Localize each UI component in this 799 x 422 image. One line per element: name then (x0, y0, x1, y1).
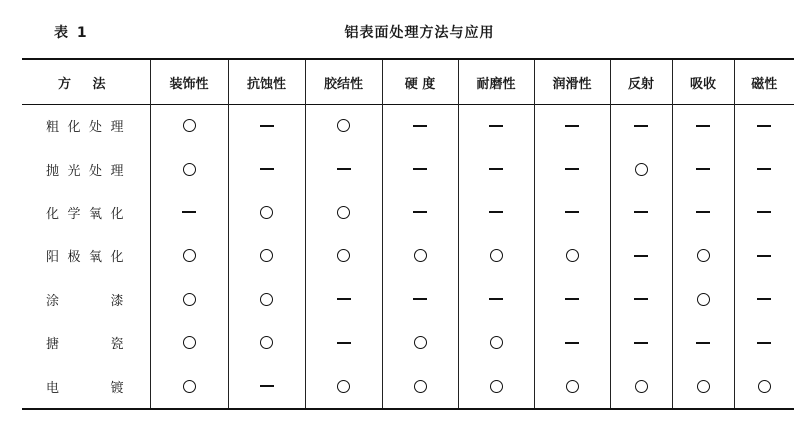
applicable-circle-icon (260, 336, 273, 349)
method-char: 涂 (46, 293, 60, 309)
method-cell (22, 278, 150, 321)
bottom-rule (22, 408, 794, 410)
property-cell (672, 321, 734, 364)
column-header-absorption: 吸收 (672, 60, 734, 104)
property-cell (150, 104, 228, 147)
applicable-circle-icon (635, 163, 648, 176)
method-char: 理 (110, 120, 124, 136)
not-applicable-dash-icon (565, 125, 579, 127)
method-char: 粗 (46, 120, 60, 136)
applicable-circle-icon (490, 336, 503, 349)
method-char: 理 (110, 163, 124, 179)
property-cell (458, 104, 534, 147)
property-cell (610, 278, 672, 321)
method-cell (22, 234, 150, 277)
header-row (22, 60, 794, 104)
table-title: 铝表面处理方法与应用 (344, 25, 495, 41)
property-cell (610, 191, 672, 234)
applicable-circle-icon (183, 336, 196, 349)
not-applicable-dash-icon (757, 342, 771, 344)
not-applicable-dash-icon (696, 168, 710, 170)
not-applicable-dash-icon (413, 211, 427, 213)
column-header-hardness: 硬 度 (382, 60, 458, 104)
method-char: 化 (110, 250, 124, 266)
method-char: 漆 (110, 293, 124, 309)
applicable-circle-icon (337, 119, 350, 132)
method-char: 抛 (46, 163, 60, 179)
method-char: 氧 (88, 250, 102, 266)
table-row (22, 147, 794, 190)
not-applicable-dash-icon (489, 168, 503, 170)
applicable-circle-icon (414, 380, 427, 393)
not-applicable-dash-icon (696, 211, 710, 213)
applicable-circle-icon (414, 249, 427, 262)
applicable-circle-icon (635, 380, 648, 393)
method-char: 镀 (110, 380, 124, 396)
property-cell (305, 191, 382, 234)
applicable-circle-icon (260, 206, 273, 219)
method-char: 瓷 (110, 337, 124, 353)
not-applicable-dash-icon (182, 211, 196, 213)
property-cell (610, 147, 672, 190)
applicable-circle-icon (697, 249, 710, 262)
applicable-circle-icon (697, 293, 710, 306)
applicable-circle-icon (566, 249, 579, 262)
property-cell (458, 278, 534, 321)
property-cell (382, 278, 458, 321)
property-cell (458, 191, 534, 234)
property-cell (305, 147, 382, 190)
not-applicable-dash-icon (260, 125, 274, 127)
property-cell (734, 234, 794, 277)
property-cell (534, 321, 610, 364)
property-cell (458, 147, 534, 190)
method-char: 极 (67, 250, 81, 266)
property-cell (382, 147, 458, 190)
not-applicable-dash-icon (565, 211, 579, 213)
not-applicable-dash-icon (260, 168, 274, 170)
not-applicable-dash-icon (489, 125, 503, 127)
method-char: 阳 (46, 250, 60, 266)
method-header (22, 60, 150, 104)
method-char: 搪 (46, 337, 60, 353)
applicable-circle-icon (490, 249, 503, 262)
property-cell (228, 104, 305, 147)
property-cell (228, 191, 305, 234)
method-char: 学 (67, 206, 81, 222)
property-cell (228, 278, 305, 321)
not-applicable-dash-icon (489, 298, 503, 300)
not-applicable-dash-icon (757, 125, 771, 127)
property-cell (734, 191, 794, 234)
property-cell (734, 147, 794, 190)
not-applicable-dash-icon (489, 211, 503, 213)
not-applicable-dash-icon (565, 342, 579, 344)
property-cell (534, 234, 610, 277)
method-cell (22, 364, 150, 407)
column-header-bonding: 胶结性 (305, 60, 382, 104)
property-cell (734, 104, 794, 147)
property-cell (150, 321, 228, 364)
not-applicable-dash-icon (696, 342, 710, 344)
method-char: 化 (46, 206, 60, 222)
method-char: 光 (67, 163, 81, 179)
property-cell (228, 364, 305, 407)
applicable-circle-icon (183, 380, 196, 393)
not-applicable-dash-icon (565, 168, 579, 170)
property-cell (382, 321, 458, 364)
property-cell (382, 364, 458, 407)
column-header-reflection: 反射 (610, 60, 672, 104)
applicable-circle-icon (183, 163, 196, 176)
applicable-circle-icon (337, 380, 350, 393)
column-header-decorative: 装饰性 (150, 60, 228, 104)
method-header-char: 方 (58, 76, 72, 92)
property-cell (150, 278, 228, 321)
property-cell (534, 364, 610, 407)
property-cell (150, 234, 228, 277)
method-char: 电 (46, 380, 60, 396)
not-applicable-dash-icon (634, 125, 648, 127)
not-applicable-dash-icon (565, 298, 579, 300)
property-cell (734, 321, 794, 364)
not-applicable-dash-icon (634, 298, 648, 300)
property-cell (305, 234, 382, 277)
table-row (22, 104, 794, 147)
property-cell (228, 321, 305, 364)
not-applicable-dash-icon (413, 168, 427, 170)
method-char: 化 (110, 206, 124, 222)
not-applicable-dash-icon (260, 385, 274, 387)
property-cell (672, 191, 734, 234)
table-row (22, 191, 794, 234)
applicable-circle-icon (183, 293, 196, 306)
applicable-circle-icon (490, 380, 503, 393)
property-cell (610, 104, 672, 147)
property-cell (228, 147, 305, 190)
table-row (22, 321, 794, 364)
property-cell (672, 104, 734, 147)
column-header-magnetic: 磁性 (734, 60, 794, 104)
applicable-circle-icon (337, 249, 350, 262)
property-cell (534, 104, 610, 147)
property-cell (672, 147, 734, 190)
property-cell (610, 321, 672, 364)
property-cell (382, 104, 458, 147)
property-cell (150, 364, 228, 407)
property-cell (382, 234, 458, 277)
column-header-lubricity: 润滑性 (534, 60, 610, 104)
not-applicable-dash-icon (757, 298, 771, 300)
not-applicable-dash-icon (634, 255, 648, 257)
applicable-circle-icon (337, 206, 350, 219)
property-cell (305, 321, 382, 364)
not-applicable-dash-icon (337, 168, 351, 170)
not-applicable-dash-icon (757, 255, 771, 257)
method-cell (22, 191, 150, 234)
not-applicable-dash-icon (696, 125, 710, 127)
property-cell (228, 234, 305, 277)
method-header-char: 法 (92, 76, 106, 92)
treatment-table (22, 60, 794, 408)
property-cell (305, 104, 382, 147)
property-cell (672, 364, 734, 407)
table-row (22, 364, 794, 407)
not-applicable-dash-icon (757, 211, 771, 213)
method-cell (22, 104, 150, 147)
property-cell (672, 234, 734, 277)
method-char: 处 (88, 163, 102, 179)
not-applicable-dash-icon (337, 298, 351, 300)
property-cell (534, 191, 610, 234)
not-applicable-dash-icon (757, 168, 771, 170)
table-label: 表 1 (54, 25, 89, 41)
property-cell (458, 364, 534, 407)
table-row (22, 234, 794, 277)
applicable-circle-icon (183, 119, 196, 132)
method-cell (22, 147, 150, 190)
method-char: 化 (67, 120, 81, 136)
applicable-circle-icon (566, 380, 579, 393)
method-char: 处 (88, 120, 102, 136)
column-header-corrosion: 抗蚀性 (228, 60, 305, 104)
applicable-circle-icon (260, 293, 273, 306)
property-cell (150, 147, 228, 190)
not-applicable-dash-icon (634, 211, 648, 213)
property-cell (458, 234, 534, 277)
property-cell (534, 278, 610, 321)
method-char: 氧 (88, 206, 102, 222)
property-cell (734, 278, 794, 321)
not-applicable-dash-icon (337, 342, 351, 344)
not-applicable-dash-icon (634, 342, 648, 344)
table-row (22, 278, 794, 321)
property-cell (534, 147, 610, 190)
property-cell (672, 278, 734, 321)
not-applicable-dash-icon (413, 298, 427, 300)
property-cell (734, 364, 794, 407)
property-cell (458, 321, 534, 364)
property-cell (305, 278, 382, 321)
applicable-circle-icon (758, 380, 771, 393)
applicable-circle-icon (260, 249, 273, 262)
property-cell (610, 364, 672, 407)
property-cell (305, 364, 382, 407)
not-applicable-dash-icon (413, 125, 427, 127)
applicable-circle-icon (414, 336, 427, 349)
property-cell (150, 191, 228, 234)
applicable-circle-icon (697, 380, 710, 393)
method-cell (22, 321, 150, 364)
applicable-circle-icon (183, 249, 196, 262)
column-header-wear: 耐磨性 (458, 60, 534, 104)
property-cell (382, 191, 458, 234)
property-cell (610, 234, 672, 277)
